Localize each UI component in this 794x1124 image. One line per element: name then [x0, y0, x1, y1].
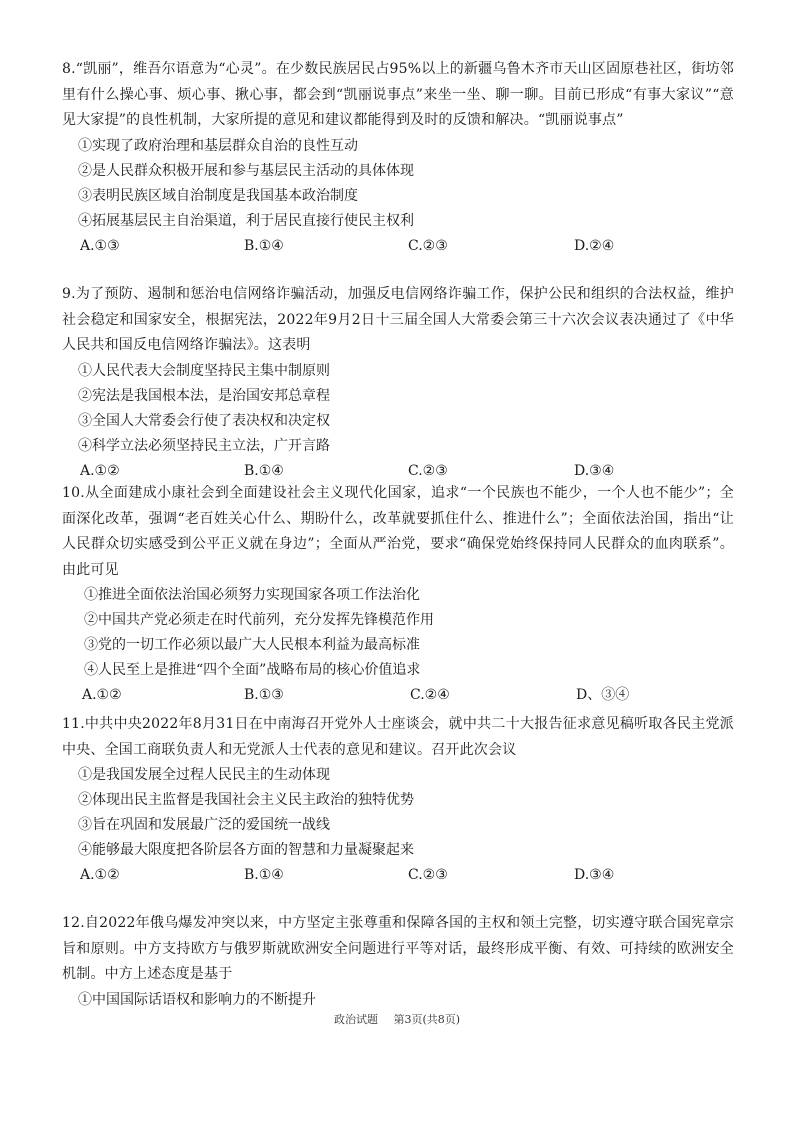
option-statement: ④人民至上是推进“四个全面”战略布局的核心价值追求 [84, 662, 421, 678]
choice-c: C.②③ [408, 462, 448, 479]
question-10 [62, 481, 734, 708]
page-footer [0, 1011, 794, 1027]
question-11 [62, 712, 734, 888]
option-statement: ①是我国发展全过程人民民主的生动体现 [78, 767, 330, 783]
answer-choices [62, 683, 734, 708]
option-statement: ②是人民群众积极开展和参与基层民主活动的具体体现 [78, 162, 414, 179]
question-8 [62, 57, 734, 259]
question-stem: 10.从全面建成小康社会到全面建设社会主义现代化国家，追求“一个民族也不能少，一个人也不能少”；全面深化改革，强调“老百姓关心什么、期盼什么，改革就要抓住什么、推进什么”；全面依法治国，指出“让人民群众切实感受到公平正义就在身边”；全面从严治党，要求“确保党始终保持同人民群众的血肉联系”。由此可见 [62, 485, 734, 578]
option-statement: ①推进全面依法治国必须努力实现国家各项工作法治化 [84, 587, 420, 603]
choice-a: A.①② [80, 462, 120, 479]
option-statement: ③表明民族区域自治制度是我国基本政治制度 [78, 187, 358, 204]
question-stem: 8.“凯丽”，维吾尔语意为“心灵”。在少数民族居民占95%以上的新疆乌鲁木齐市天山区固原巷社区，街坊邻里有什么操心事、烦心事、揪心事，都会到“凯丽说事点”来坐一坐、聊一聊。目前已形成“有事大家议”“意见大家提”的良性机制，大家所提的意见和建议都能得到及时的反馈和解决。“凯丽说事点” [62, 61, 734, 128]
choice-d: D.③④ [574, 867, 615, 883]
choice-d: D.②④ [574, 237, 615, 254]
choice-b: B.①④ [244, 867, 284, 883]
choice-c: C.②③ [408, 237, 448, 254]
question-stem: 11.中共中央2022年8月31日在中南海召开党外人士座谈会，就中共二十大报告征求意见稿听取各民主党派中央、全国工商联负责人和无党派人士代表的意见和建议。召开此次会议 [62, 716, 734, 758]
choice-a: A.①③ [80, 237, 120, 254]
option-statement: ②中国共产党必须走在时代前列，充分发挥先锋模范作用 [84, 612, 434, 628]
option-statement: ①人民代表大会制度坚持民主集中制原则 [78, 362, 330, 379]
footer-subject: 政治试题 [333, 1013, 378, 1026]
option-statement: ③全国人大常委会行使了表决权和决定权 [78, 412, 330, 429]
question-stem: 9.为了预防、遏制和惩治电信网络诈骗活动，加强反电信网络诈骗工作，保护公民和组织的合法权益，维护社会稳定和国家安全，根据宪法，2022年9月2日十三届全国人大常委会第三十六次会议表决通过了《中华人民共和国反电信网络诈骗法》。这表明 [62, 286, 734, 353]
option-statement: ③党的一切工作必须以最广大人民根本利益为最高标准 [84, 637, 420, 653]
choice-c: C.②③ [408, 867, 448, 883]
option-statement: ④拓展基层民主自治渠道，利于居民直接行使民主权利 [78, 212, 414, 229]
answer-choices [62, 459, 734, 484]
choice-d: D、③④ [576, 687, 630, 703]
option-statement: ②体现出民主监督是我国社会主义民主政治的独特优势 [78, 792, 414, 808]
option-statement: ③旨在巩固和发展最广泛的爱国统一战线 [78, 817, 330, 833]
option-statement: ④科学立法必须坚持民主立法，广开言路 [78, 437, 330, 454]
option-statement: ④能够最大限度把各阶层各方面的智慧和力量凝聚起来 [78, 842, 414, 858]
option-statement: ①实现了政府治理和基层群众自治的良性互动 [78, 137, 358, 154]
choice-b: B.①④ [244, 462, 284, 479]
question-9 [62, 282, 734, 484]
choice-c: C.②④ [410, 687, 450, 703]
choice-a: A.①② [82, 687, 122, 703]
option-statement: ②宪法是我国根本法，是治国安邦总章程 [78, 387, 330, 404]
question-stem: 12.自2022年俄乌爆发冲突以来，中方坚定主张尊重和保障各国的主权和领土完整，切实遵守联合国宪章宗旨和原则。中方支持欧方与俄罗斯就欧洲安全问题进行平等对话，最终形成平衡、有效、可持续的欧洲安全机制。中方上述态度是基于 [62, 915, 734, 982]
option-statement: ①中国国际话语权和影响力的不断提升 [78, 991, 316, 1008]
question-12 [62, 911, 734, 1013]
answer-choices [62, 863, 734, 888]
choice-d: D.③④ [574, 462, 615, 479]
choice-b: B.①③ [244, 687, 284, 703]
choice-a: A.①② [80, 867, 120, 883]
choice-b: B.①④ [244, 237, 284, 254]
answer-choices [62, 234, 734, 259]
footer-page-number: 第3页(共8页) [393, 1013, 461, 1026]
